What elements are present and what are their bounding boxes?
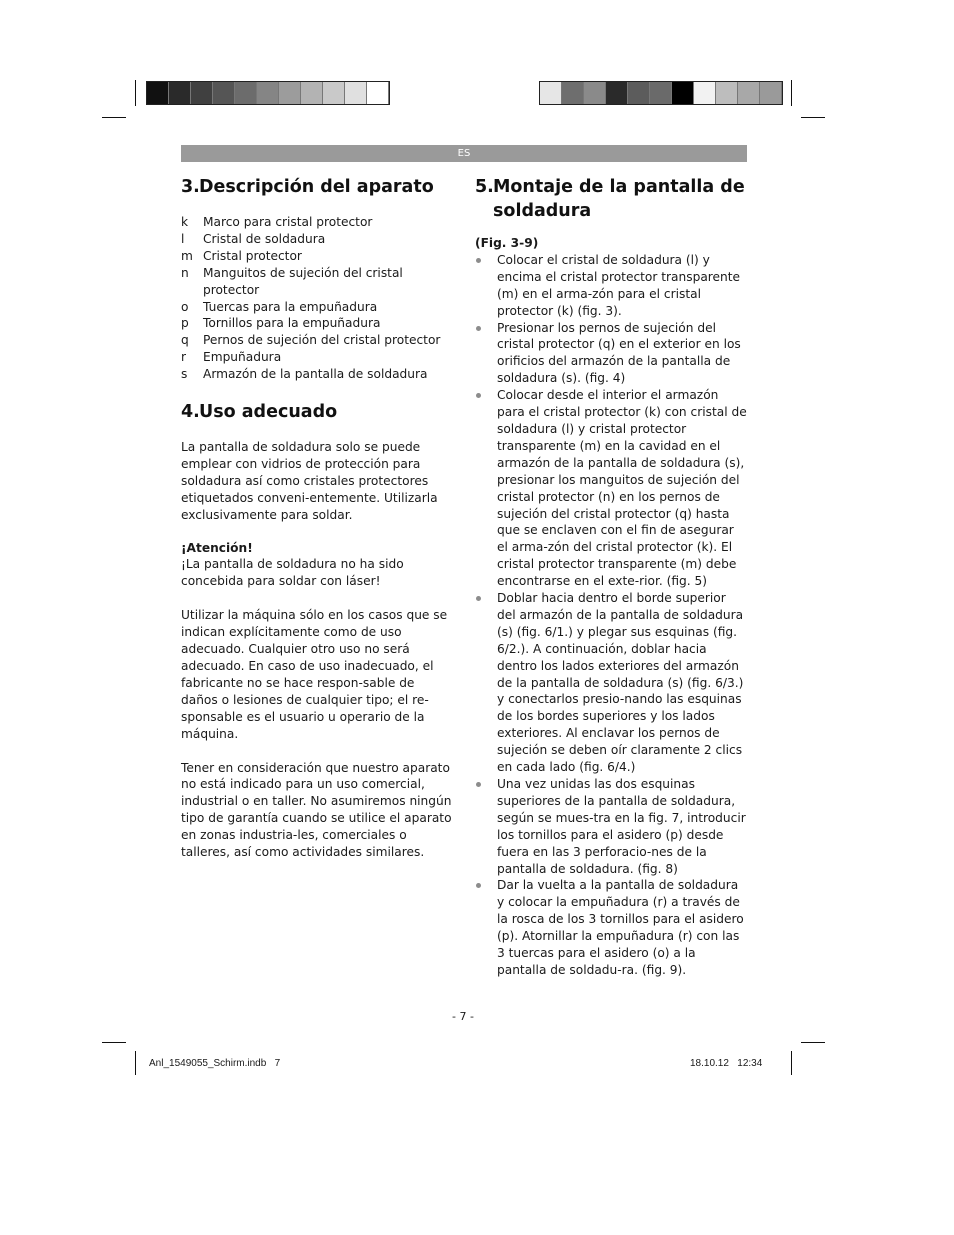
color-swatch	[213, 82, 235, 104]
list-item: Presionar los pernos de sujeción del cristal protector (q) en el exterior en los orificios del armazón de la pantalla de soldadura (s). (fig. 4)	[475, 320, 747, 388]
list-item: s Armazón de la pantalla de soldadura	[181, 367, 428, 382]
color-swatch	[716, 82, 738, 104]
usage-paragraph: Utilizar la máquina sólo en los casos que se indican explícitamente como de uso adecuado. Cualquier otro uso no será adecuado. En caso de uso inadecuado, el fabricante no se hace respon-sable de daños o lesiones de cualquier tipo; el re-sponsable es el usuario u operario de la máquina.	[181, 608, 448, 741]
language-header-bar	[181, 145, 747, 162]
crop-mark	[791, 80, 792, 106]
color-swatch	[584, 82, 606, 104]
list-item: k Marco para cristal protector	[181, 215, 373, 229]
crop-mark	[135, 1051, 136, 1075]
figure-reference: (Fig. 3-9)	[475, 236, 539, 250]
list-item: Colocar desde el interior el armazón para el cristal protector (k) con cristal de soldadura (l) y cristal protector transparente (m) en la cavidad en el armazón de la pantalla de soldadura (s), presionar los manguitos de sujeción del cristal protector (n) en los pernos de sujeción del cristal protector (q) hasta que se enclaven con el fin de asegurar el arma-zón del cristal protector (k). El cristal protector transparente (m) debe encontrarse en el exte-rior. (fig. 5)	[475, 387, 747, 590]
language-code: ES	[457, 148, 471, 159]
color-swatch	[562, 82, 584, 104]
list-item: Doblar hacia dentro el borde superior del armazón de la pantalla de soldadura (s) (fig. 6/1.) y plegar sus esquinas (fig. 6/2.). A continuación, doblar hacia dentro los lados exteriores del armazón de la pantalla de soldadura (s) (fig. 6/3.) y conectarlos presio-nando las esquinas de los bordes superiores y los lados exteriores. Al enclavar los pernos de sujeción se deben oír claramente 2 clics en cada lado (fig. 6/4.)	[475, 590, 747, 776]
section-5-title: 5.Montaje de la pantalla de soldadura	[475, 177, 745, 221]
list-item: Una vez unidas las dos esquinas superiores de la pantalla de soldadura, según se mues-tra en la fig. 7, introducir los tornillos para el asidero (p) desde fuera en las 3 perforacio-nes de la pantalla de soldadura. (fig. 8)	[475, 776, 747, 877]
assembly-steps	[475, 252, 747, 979]
section-5	[475, 175, 747, 979]
section-3	[181, 175, 456, 383]
color-swatch	[345, 82, 367, 104]
crop-mark	[102, 117, 126, 118]
footer-filename: Anl_1549055_Schirm.indb 7	[149, 1058, 281, 1069]
warning-title: ¡Atención!	[181, 540, 253, 555]
list-item: Dar la vuelta a la pantalla de soldadura y colocar la empuñadura (r) a través de la rosca de los 3 tornillos para el asidero (p). Atornillar la empuñadura (r) con las 3 tuercas para el asidero (o) a la pantalla de soldadu-ra. (fig. 9).	[475, 877, 747, 978]
section-4	[181, 400, 453, 861]
color-swatch	[367, 82, 389, 104]
color-swatch	[235, 82, 257, 104]
color-swatch	[628, 82, 650, 104]
list-item: Colocar el cristal de soldadura (l) y encima el cristal protector transparente (m) en el arma-zón para el cristal protector (k) (fig. 3).	[475, 252, 747, 320]
color-swatch	[650, 82, 672, 104]
color-swatch	[540, 82, 562, 104]
color-swatch	[169, 82, 191, 104]
color-swatch	[147, 82, 169, 104]
color-swatch	[738, 82, 760, 104]
crop-mark	[102, 1042, 126, 1043]
color-swatch	[606, 82, 628, 104]
color-swatch	[301, 82, 323, 104]
crop-mark	[135, 80, 136, 106]
warning-text: ¡La pantalla de soldadura no ha sido concebida para soldar con láser!	[181, 557, 404, 589]
footer-datetime: 18.10.12 12:34	[690, 1058, 763, 1069]
color-bar-left	[146, 81, 390, 105]
section-3-title: 3.Descripción del aparato	[181, 177, 434, 197]
parts-list	[181, 214, 456, 383]
color-swatch	[279, 82, 301, 104]
color-swatch	[191, 82, 213, 104]
intended-use-paragraph: La pantalla de soldadura solo se puede emplear con vidrios de protección para soldadura así como cristales protectores etiquetados conveni-entemente. Utilizarla exclusivamente para soldar.	[181, 440, 438, 522]
page-number: - 7 -	[452, 1010, 474, 1023]
section-4-title: 4.Uso adecuado	[181, 402, 338, 422]
list-item: l Cristal de soldadura	[181, 231, 326, 246]
list-item: o Tuercas para la empuñadura	[181, 299, 378, 314]
list-item: n Manguitos de sujeción del cristal protector	[181, 265, 403, 297]
color-swatch	[760, 82, 782, 104]
crop-mark	[791, 1051, 792, 1075]
color-swatch	[257, 82, 279, 104]
liability-paragraph: Tener en consideración que nuestro aparato no está indicado para un uso comercial, industrial o en taller. No asumiremos ningún tipo de garantía cuando se utilice el aparato en zonas industria-les, comerciales o talleres, así como actividades similares.	[181, 760, 452, 860]
crop-mark	[801, 1042, 825, 1043]
color-bar-right	[539, 81, 783, 105]
crop-mark	[801, 117, 825, 118]
color-swatch	[694, 82, 716, 104]
color-swatch	[672, 82, 694, 104]
color-swatch	[323, 82, 345, 104]
list-item: p Tornillos para la empuñadura	[181, 316, 381, 331]
list-item: m Cristal protector	[181, 248, 302, 263]
list-item: q Pernos de sujeción del cristal protector	[181, 333, 441, 348]
list-item: r Empuñadura	[181, 350, 282, 365]
